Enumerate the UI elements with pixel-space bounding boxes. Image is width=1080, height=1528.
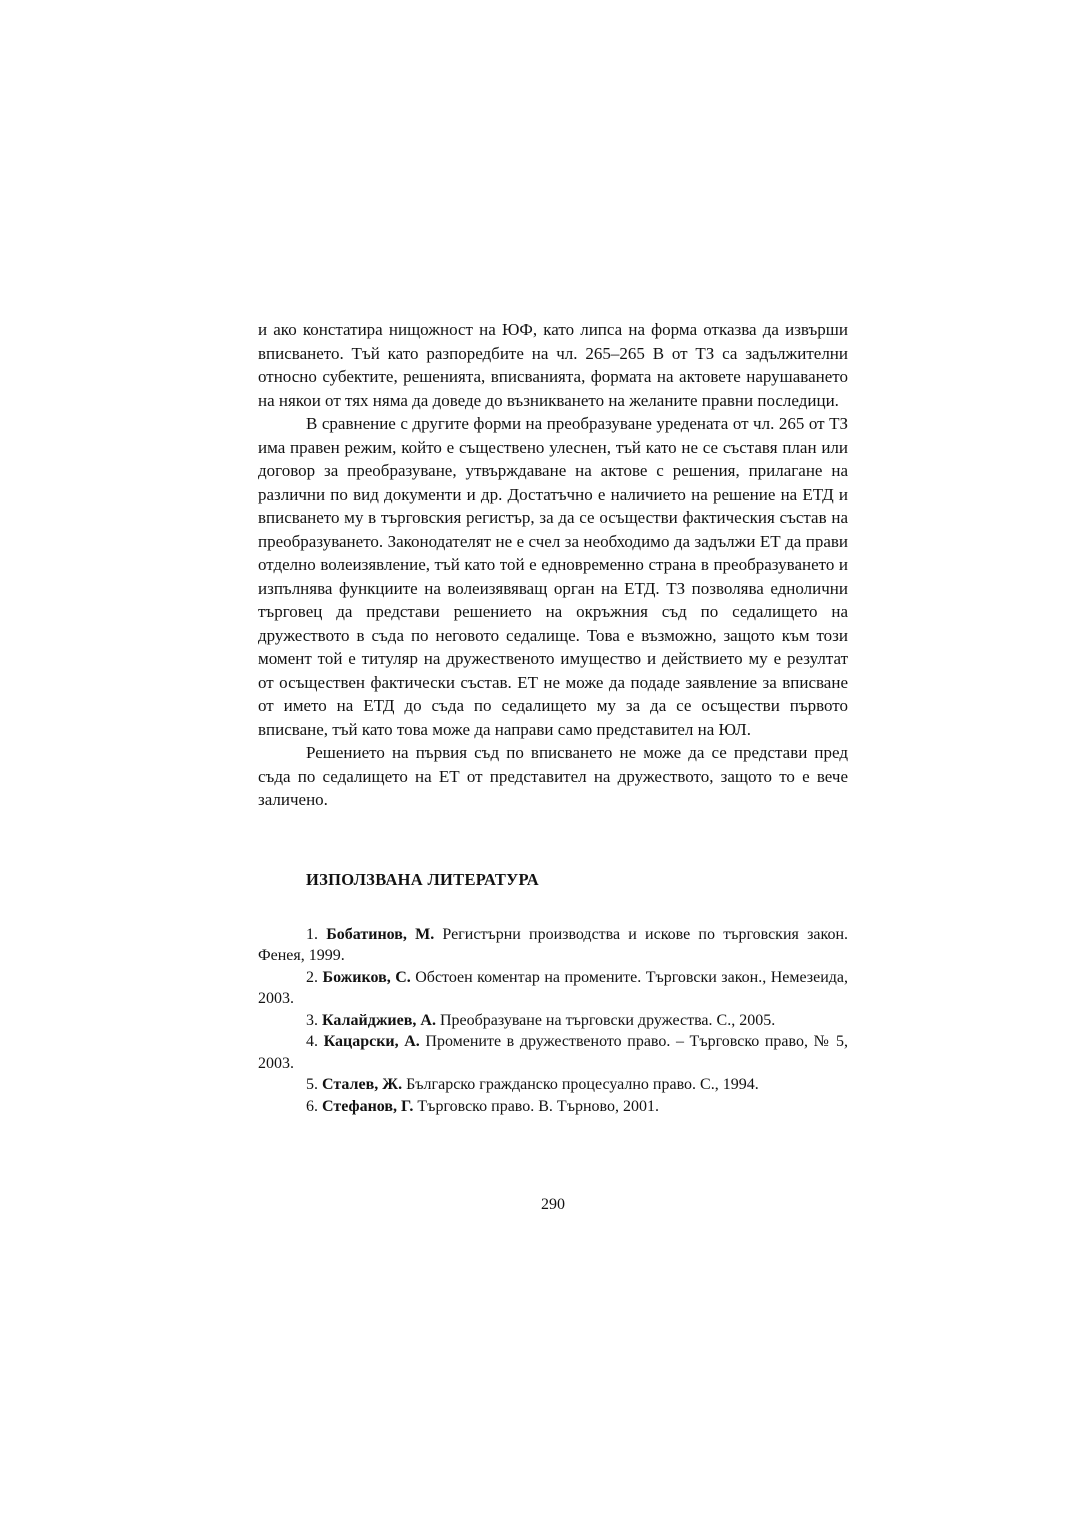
bibliography-entry-number: 1.	[306, 925, 318, 943]
bibliography-entry-text: Промените в дружественото право. – Търговско право, № 5, 2003.	[258, 1033, 849, 1072]
bibliography-entry-text: Преобразуване на търговски дружества. С., 2005.	[439, 1011, 776, 1029]
bibliography-entry-text: Българско гражданско процесуално право. С., 1994.	[406, 1076, 759, 1093]
body-paragraph: и ако констатира нищожност на ЮФ, като липса на форма отказва да извърши вписването. Тъй като разпоредбите на чл. 265–265 В от ТЗ са задължителни относно субектите, решенията, вписванията, формата на актовете нарушаването на някои от тях няма да доведе до възникването на желаните правни последици.	[258, 320, 848, 410]
bibliography-entry	[258, 1096, 848, 1118]
bibliography-entry-author: Калайджиев, А.	[322, 1011, 436, 1029]
bibliography-entry-number: 3.	[306, 1011, 318, 1029]
body-paragraph: В сравнение с другите форми на преобразуване уредената от чл. 265 от ТЗ има правен режим, който е съществено улеснен, тъй като не се съставя план или договор за преобразуване, утвърждаване на актове с решения, прилагане на различни по вид документи и др. Достатъчно е наличието на решение на ЕТД и вписването му в търговския регистър, за да се осъществи фактическия състав на преобразуването. Законодателят не е счел за необходимо да задължи ЕТ да прави отделно волеизявление, тъй като той е едновременно страна в преобразуването и изпълнява функциите на волеизявяващ орган на ЕТД. ТЗ позволява еднолични търговец да представи решението на окръжния съд по седалището на дружеството в съда по неговото седалище. Това е възможно, защото към този момент той е титуляр на дружественото имущество и действието му е резултат от осъществен фактически състав. ЕТ не може да подаде заявление за вписване от името на ЕТД до съда по седалището му за да се осъществи първото вписване, тъй като това може да направи само представител на ЮЛ.	[258, 414, 848, 739]
bibliography-entry-number: 6.	[306, 1097, 318, 1115]
bibliography-entry-number: 4.	[306, 1033, 318, 1050]
bibliography-entry	[258, 967, 848, 1010]
bibliography-entry-number: 5.	[306, 1076, 318, 1093]
bibliography-entry	[258, 1031, 848, 1074]
page-number: 290	[541, 1196, 565, 1213]
bibliography-entry	[258, 924, 848, 967]
bibliography-entry-author: Стефанов, Г.	[322, 1097, 414, 1115]
bibliography-entry-text: Търговско право. В. Търново, 2001.	[417, 1097, 659, 1115]
bibliography-entry-text: Регистърни производства и искове по търговския закон. Фенея, 1999.	[258, 925, 849, 964]
bibliography-entry	[258, 1074, 848, 1096]
bibliography-entry-author: Божиков, С.	[322, 968, 411, 986]
body-paragraph: Решението на първия съд по вписването не може да се представи пред съда по седалището на ЕТ от представител на дружеството, защото то е вече заличено.	[258, 743, 848, 809]
bibliography-entry-author: Бобатинов, М.	[326, 925, 435, 943]
text-block	[258, 318, 848, 1117]
bibliography-entry	[258, 1010, 848, 1032]
bibliography-entry-number: 2.	[306, 968, 318, 986]
bibliography-entry-author: Сталев, Ж.	[322, 1076, 403, 1093]
bibliography-entry-text: Обстоен коментар на промените. Търговски закон., Немезеида, 2003.	[258, 968, 849, 1007]
bibliography-entry-author: Кацарски, А.	[323, 1033, 420, 1050]
bibliography-heading: ИЗПОЛЗВАНА ЛИТЕРАТУРА	[306, 869, 540, 889]
bibliography-list	[258, 924, 848, 1118]
